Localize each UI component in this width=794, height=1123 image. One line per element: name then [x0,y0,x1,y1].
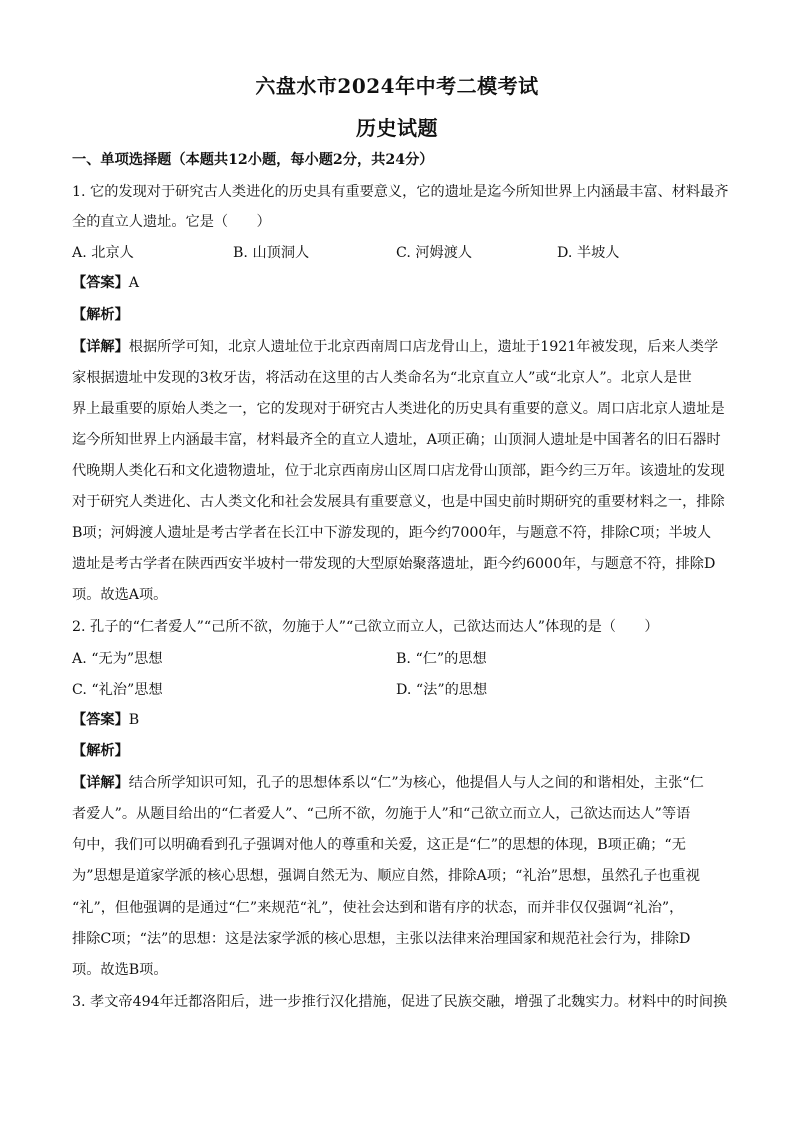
q1-stem-line-1: 1. 它的发现对于研究古人类进化的历史具有重要意义，它的遗址是迄今所知世界上内涵最丰富、材料最齐 [72,184,729,200]
q1-detail-line-4: 迄今所知世界上内涵最丰富，材料最齐全的直立人遗址，A项正确；山顶洞人遗址是中国著名的旧石器时 [72,432,721,448]
q1-option-b: B. 山顶洞人 [233,245,310,261]
q2-detail-line-6: 排除C项；“法”的思想：这是法家学派的核心思想，主张以法律来治理国家和规范社会行为，排除D [72,931,691,947]
answer-tag: 【答案】 [72,275,129,291]
detail-text: 结合所学知识可知，孔子的思想体系以“仁”为核心，他提倡人与人之间的和谐相处，主张“仁 [128,775,704,791]
q1-detail-line-5: 代晚期人类化石和文化遗物遗址，位于北京西南房山区周口店龙骨山顶部，距今约三万年。该遗址的发现 [72,463,725,479]
q2-answer [72,710,722,730]
q1-option-c: C. 河姆渡人 [396,245,473,261]
page-subtitle: 历史试题 [356,116,438,140]
q1-detail-line-6: 对于研究人类进化、古人类文化和社会发展具有重要意义，也是中国史前时期研究的重要材料之一，排除 [72,494,725,510]
q2-detail-line-2: 者爱人”。从题目给出的“仁者爱人”、“己所不欲，勿施于人”和“己欲立而立人，己欲达而达人”等语 [72,806,691,822]
page-title: 六盘水市2024年中考二模考试 [255,74,539,98]
q2-option-c: C. “礼治”思想 [72,682,163,698]
detail-text: 根据所学可知，北京人遗址位于北京西南周口店龙骨山上，遗址于1921年被发现，后来人类学 [128,339,719,355]
q2-option-b: B. “仁”的思想 [396,651,487,667]
q1-stem-line-2: 全的直立人遗址。它是（ ） [72,214,271,230]
q1-detail-line-2: 家根据遗址中发现的3枚牙齿，将活动在这里的古人类命名为“北京直立人”或“北京人”。北京人是世 [72,370,692,386]
q2-option-a: A. “无为”思想 [72,651,163,667]
answer-tag: 【答案】 [72,712,129,728]
q2-detail-line-7: 项。故选B项。 [72,962,168,978]
detail-tag: 【详解】 [72,339,129,355]
detail-tag: 【详解】 [72,775,129,791]
q2-analysis-tag: 【解析】 [72,743,129,759]
q2-detail-line-4: 为”思想是道家学派的核心思想，强调自然无为、顺应自然，排除A项；“礼治”思想，虽然孔子也重视 [72,868,700,884]
q2-detail-line-5: “礼”，但他强调的是通过“仁”来规范“礼”，使社会达到和谐有序的状态，而并非仅仅强调“礼治”， [72,900,684,916]
q1-answer [72,273,722,293]
section-heading: 一、单项选择题（本题共12小题，每小题2分，共24分） [72,152,434,168]
q2-stem-line-1: 2. 孔子的“仁者爱人”“己所不欲，勿施于人”“己欲立而立人，己欲达而达人”体现的是（ ） [72,619,659,635]
q1-detail-line-9: 项。故选A项。 [72,587,168,603]
q1-option-a: A. 北京人 [72,245,134,261]
q2-option-d: D. “法”的思想 [396,682,488,698]
q2-detail-line-1 [72,773,722,793]
q2-detail-line-3: 句中，我们可以明确看到孔子强调对他人的尊重和关爱，这正是“仁”的思想的体现，B项正确；“无 [72,837,686,853]
answer-value: A [128,275,140,291]
q1-detail-line-7: B项；河姆渡人遗址是考古学者在长江中下游发现的，距今约7000年，与题意不符，排除C项；半坡人 [72,525,712,541]
q1-detail-line-1 [72,337,722,357]
q1-analysis-tag: 【解析】 [72,307,129,323]
q3-stem-line-1: 3. 孝文帝494年迁都洛阳后，进一步推行汉化措施，促进了民族交融，增强了北魏实力。材料中的时间换 [72,994,728,1010]
answer-value: B [128,712,140,728]
q1-detail-line-3: 界上最重要的原始人类之一，它的发现对于研究古人类进化的历史具有重要的意义。周口店北京人遗址是 [72,401,725,417]
q1-detail-line-8: 遗址是考古学者在陕西西安半坡村一带发现的大型原始聚落遗址，距今约6000年，与题意不符，排除D [72,556,716,572]
q1-option-d: D. 半坡人 [557,245,620,261]
